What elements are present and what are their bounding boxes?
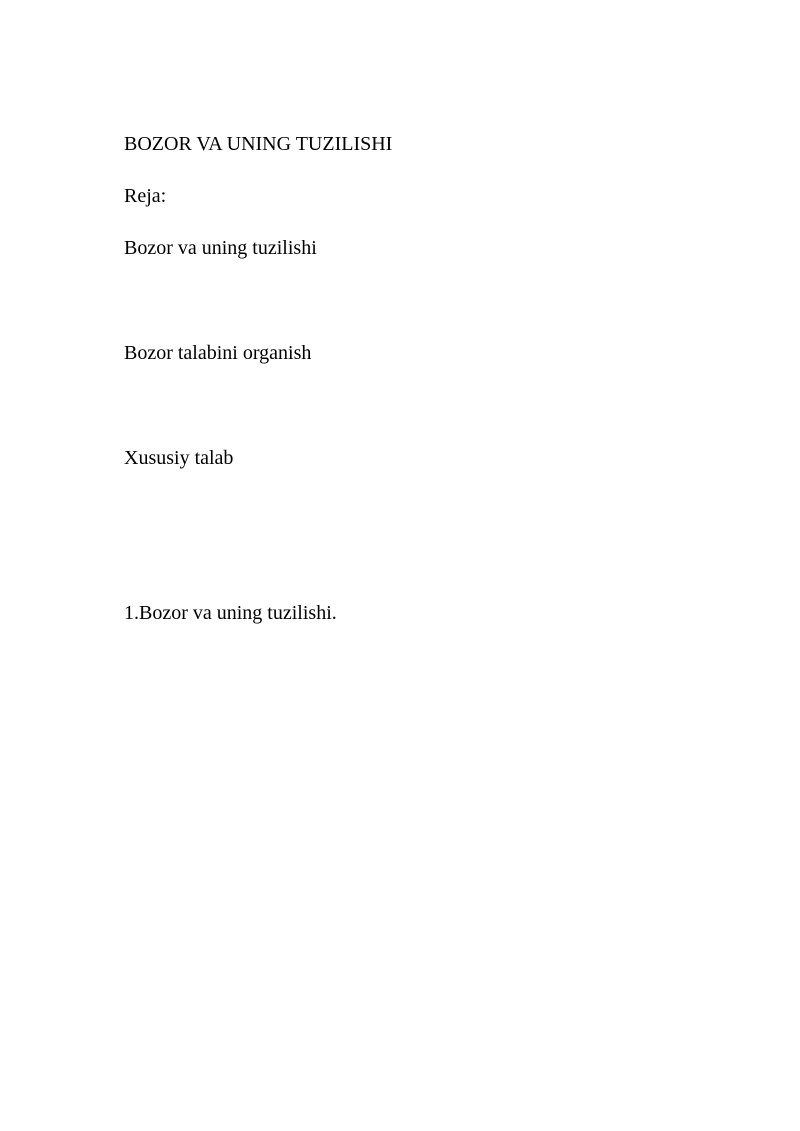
document-title: BOZOR VA UNING TUZILISHI (124, 133, 393, 155)
section-heading: 1.Bozor va uning tuzilishi. (124, 602, 337, 624)
plan-label: Reja: (124, 185, 167, 207)
plan-item: Xususiy talab (124, 447, 234, 469)
plan-item: Bozor talabini organish (124, 342, 312, 364)
plan-item: Bozor va uning tuzilishi (124, 237, 317, 259)
